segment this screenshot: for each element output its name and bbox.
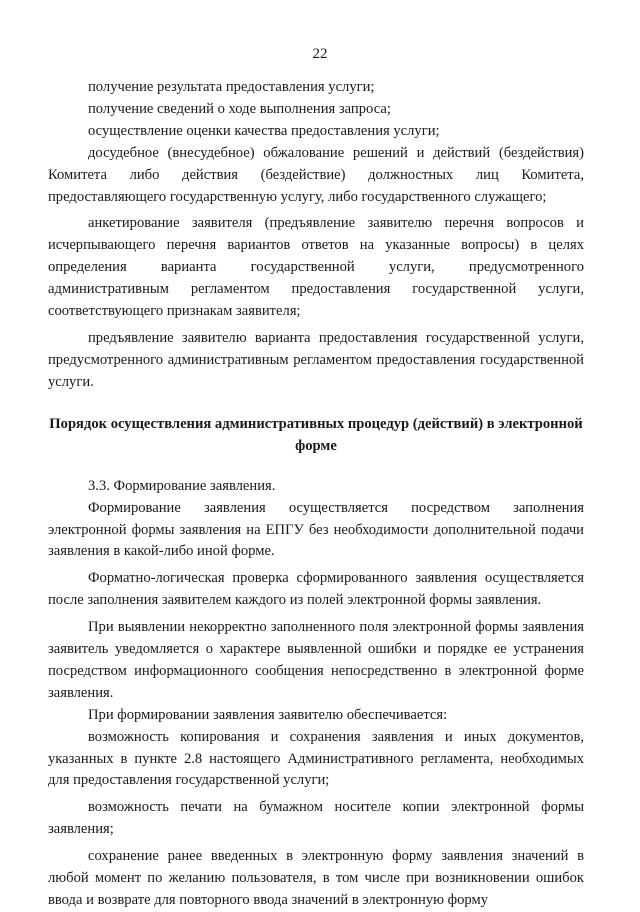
paragraph: получение сведений о ходе выполнения запроса; (88, 100, 391, 117)
paragraph: Формирование заявления осуществляется посредством заполнения электронной формы заявления на ЕПГУ без необходимости дополнительной подачи заявления в какой-либо иной форме. (48, 499, 584, 560)
paragraph: возможность печати на бумажном носителе копии электронной формы заявления; (48, 799, 584, 838)
page-number: 22 (312, 46, 328, 62)
paragraph: Форматно-логическая проверка сформированного заявления осуществляется после заполнения заявителем каждого из полей электронной формы заявления. (48, 570, 584, 609)
section-heading: Порядок осуществления административных процедур (действий) в электронной форме (49, 415, 583, 454)
paragraph: При выявлении некорректно заполненного поля электронной формы заявления заявитель уведомляется о характере выявленной ошибки и порядке ее устранения посредством информационного сообщения непосредственно в электронной форме заявления. (48, 619, 584, 701)
paragraph: 3.3. Формирование заявления. (88, 477, 276, 494)
paragraph: возможность копирования и сохранения заявления и иных документов, указанных в пункте 2.8 настоящего Административного регламента, необходимых для предоставления государственной услуги; (48, 728, 584, 789)
paragraph: сохранение ранее введенных в электронную форму заявления значений в любой момент по желанию пользователя, в том числе при возникновении ошибок ввода и возврате для повторного ввода значений в электронную форму (48, 848, 584, 908)
paragraph: осуществление оценки качества предоставления услуги; (88, 122, 440, 139)
paragraph: получение результата предоставления услуги; (88, 79, 375, 95)
paragraph: досудебное (внесудебное) обжалование решений и действий (бездействия) Комитета либо действия (бездействие) должностных лиц Комитета, предоставляющего государственную услугу, либо государственного служащего; (48, 144, 584, 205)
paragraph: При формировании заявления заявителю обеспечивается: (88, 706, 448, 723)
paragraph: анкетирование заявителя (предъявление заявителю перечня вопросов и исчерпывающего перечня вариантов ответов на указанные вопросы) в целях определения варианта государственной услуги, предусмотренного административным регламентом предоставления государственной услуги, соответствующего признакам заявителя; (48, 215, 584, 320)
paragraph: предъявление заявителю варианта предоставления государственной услуги, предусмотренного административным регламентом предоставления государственной услуги. (48, 329, 584, 390)
document-body (48, 77, 584, 912)
